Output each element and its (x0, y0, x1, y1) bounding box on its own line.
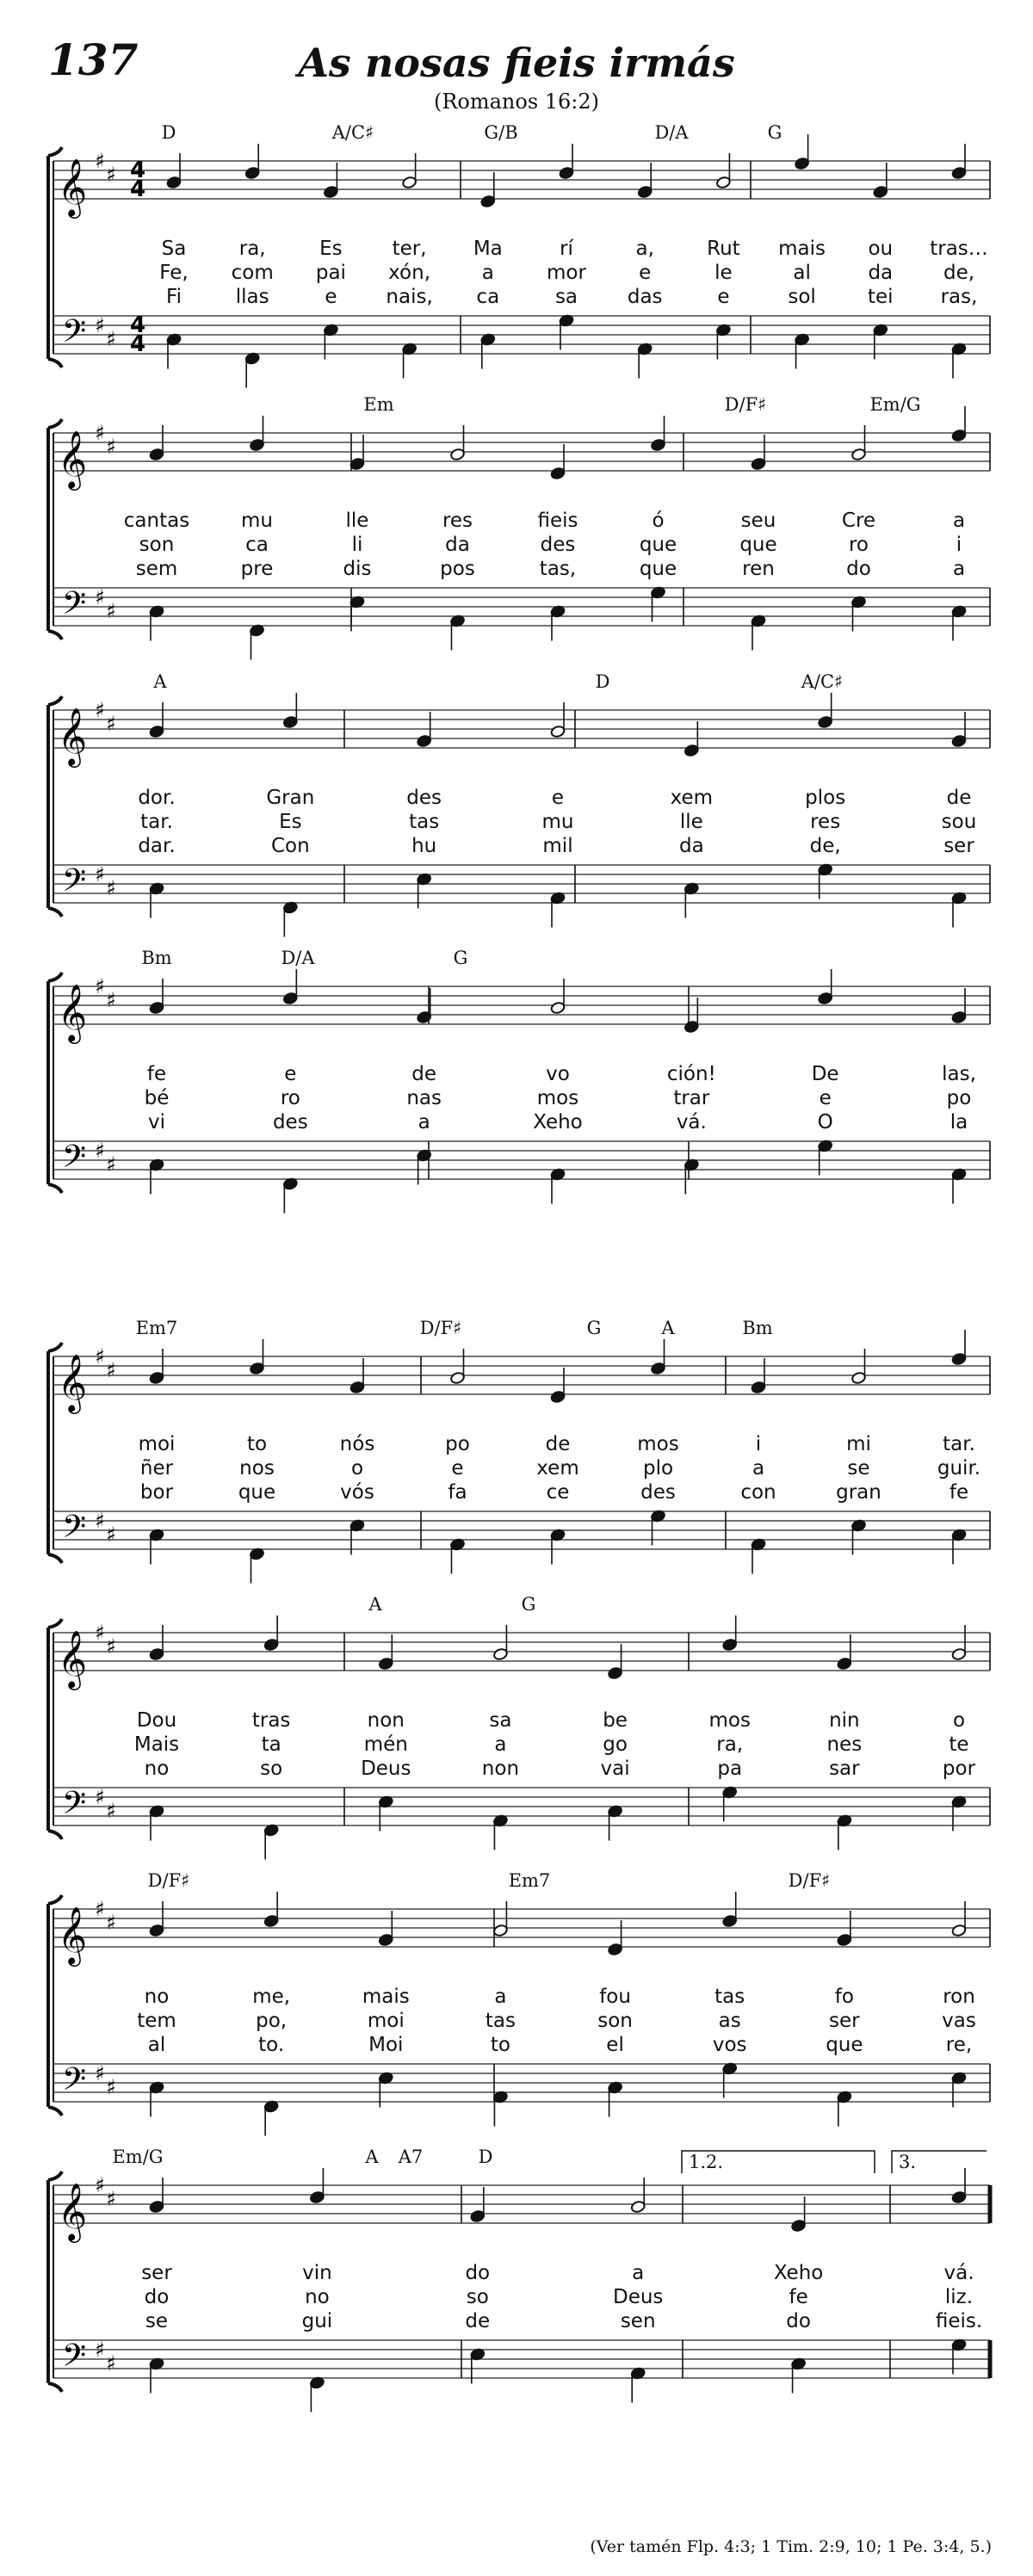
lyric-syllable: a (494, 1986, 507, 2008)
lyric-syllable: do (144, 2286, 170, 2308)
system-6 (48, 1594, 990, 1860)
lyric-syllable: a (481, 262, 494, 284)
lyric-syllable: go (603, 1733, 628, 1756)
lyric-syllable: de (465, 2310, 491, 2332)
lyric-syllable: trar (673, 1087, 710, 1109)
lyric-syllable: e (819, 1087, 832, 1109)
treble-clef: 𝄞 (57, 2182, 88, 2240)
lyric-syllable: Fe, (159, 262, 189, 284)
lyric-syllable: po, (256, 2010, 288, 2032)
lyric-syllable: pre (240, 558, 274, 580)
system-8 (48, 2147, 990, 2412)
lyric-syllable: xem (670, 787, 714, 809)
lyric-syllable: que (639, 534, 677, 556)
chord-symbol: Em/G (112, 2147, 164, 2167)
lyric-syllable: guir. (937, 1457, 981, 1480)
lyric-syllable: e (451, 1457, 464, 1480)
chord-symbol: Bm (742, 1318, 773, 1338)
lyric-syllable: cantas (123, 510, 190, 532)
lyric-syllable: de (545, 1433, 571, 1455)
key-sharp: ♯ (106, 2187, 116, 2211)
lyric-syllable: pos (440, 558, 475, 580)
chord-symbol: G/B (484, 122, 518, 143)
lyric-syllable: se (847, 1457, 870, 1480)
bass-clef: 𝄢 (61, 585, 87, 629)
lyric-syllable: que (639, 558, 677, 580)
lyric-syllable: gran (836, 1481, 881, 1504)
lyric-syllable: O (817, 1111, 833, 1134)
lyric-syllable: rí (560, 238, 573, 260)
lyric-syllable: dis (343, 558, 372, 580)
lyric-syllable: vas (942, 2010, 976, 2032)
lyric-syllable: tas (409, 811, 440, 833)
lyric-syllable: ó (652, 510, 665, 532)
treble-clef: 𝄞 (57, 1906, 88, 1964)
lyric-syllable: de, (809, 835, 841, 857)
lyric-syllable: bor (139, 1481, 174, 1504)
lyric-syllable: mor (547, 262, 586, 284)
chord-symbol: G (767, 122, 782, 143)
key-sharp: ♯ (106, 1152, 116, 1177)
time-numerator: 4 (129, 158, 146, 183)
lyric-syllable: vi (147, 1111, 166, 1134)
lyric-syllable: por (942, 1757, 976, 1780)
lyric-syllable: con (740, 1481, 776, 1504)
lyric-syllable: tar. (140, 811, 173, 833)
lyric-syllable: mi (846, 1433, 871, 1455)
lyric-syllable: Con (270, 835, 310, 857)
chord-symbol: A (365, 2147, 379, 2167)
lyric-syllable: to (246, 1433, 268, 1455)
lyric-syllable: vai (600, 1757, 630, 1780)
lyric-syllable: ca (476, 286, 500, 308)
lyric-syllable: des (406, 787, 442, 809)
song-title: As nosas fieis irmás (298, 40, 735, 86)
chord-symbol: A/C♯ (801, 671, 844, 692)
chord-symbol: G (586, 1318, 602, 1338)
lyric-syllable: do (786, 2310, 811, 2332)
lyric-syllable: sou (941, 811, 977, 833)
lyric-syllable: ca (245, 534, 269, 556)
key-sharp: ♯ (106, 1358, 116, 1382)
lyric-syllable: non (367, 1709, 405, 1732)
lyric-syllable: tas, (539, 558, 577, 580)
lyric-syllable: la (949, 1111, 968, 1134)
lyric-syllable: i (956, 534, 962, 556)
chord-symbol: Em/G (869, 394, 921, 415)
lyric-syllable: fou (599, 1986, 631, 2008)
chord-symbol: D/F♯ (724, 394, 767, 415)
chord-symbol: Em (363, 394, 394, 415)
lyric-syllable: sa (554, 286, 578, 308)
lyric-syllable: ras, (940, 286, 978, 308)
bass-clef: 𝄢 (61, 862, 87, 906)
lyric-syllable: ra, (716, 1733, 744, 1756)
lyric-syllable: que (739, 534, 777, 556)
lyric-syllable: po (445, 1433, 470, 1455)
chord-symbol: A (368, 1594, 382, 1615)
bass-clef: 𝄢 (61, 1509, 87, 1553)
lyric-syllable: Deus (361, 1757, 411, 1780)
lyric-syllable: so (260, 1757, 283, 1780)
lyric-syllable: mos (536, 1087, 579, 1109)
lyric-syllable: Rut (707, 238, 740, 260)
lyric-syllable: tar. (943, 1433, 975, 1455)
lyric-syllable: que (238, 1481, 276, 1504)
lyric-syllable: Mais (133, 1733, 180, 1756)
lyric-syllable: ser (943, 835, 974, 857)
key-sharp: ♯ (106, 599, 116, 623)
lyric-syllable: e (325, 286, 337, 308)
lyric-syllable: Moi (368, 2034, 404, 2056)
key-sharp: ♯ (106, 712, 116, 736)
chord-symbol: D (161, 122, 176, 143)
lyric-syllable: tei (868, 286, 894, 308)
lyric-syllable: se (145, 2310, 169, 2332)
lyric-syllable: fe (146, 1063, 167, 1085)
key-sharp: ♯ (95, 1897, 105, 1921)
bass-clef: 𝄢 (61, 313, 87, 357)
lyric-syllable: so (466, 2286, 489, 2308)
lyric-syllable: o (952, 1709, 966, 1732)
lyric-syllable: son (139, 534, 175, 556)
system-7 (48, 1870, 990, 2136)
lyric-syllable: des (272, 1111, 308, 1134)
lyric-syllable: mos (708, 1709, 751, 1732)
key-sharp: ♯ (95, 974, 105, 998)
bass-clef: 𝄢 (61, 2061, 87, 2105)
chord-symbol: G (521, 1594, 536, 1615)
lyric-syllable: moi (138, 1433, 176, 1455)
lyric-syllable: da (445, 534, 470, 556)
lyric-syllable: ou (868, 238, 894, 260)
lyric-syllable: do (465, 2262, 491, 2284)
lyric-syllable: gui (301, 2310, 333, 2332)
lyric-syllable: fieis. (935, 2310, 983, 2332)
lyric-syllable: ta (261, 1733, 281, 1756)
lyric-syllable: le (714, 262, 733, 284)
lyric-syllable: fa (448, 1481, 467, 1504)
lyric-syllable: nais, (386, 286, 433, 308)
chord-symbol: A (661, 1318, 675, 1338)
lyric-syllable: Xeho (773, 2262, 824, 2284)
key-sharp: ♯ (106, 876, 116, 900)
lyric-syllable: mu (541, 811, 574, 833)
page-number: 137 (48, 34, 139, 85)
lyric-syllable: li (351, 534, 363, 556)
bass-clef: 𝄢 (61, 2338, 87, 2381)
chord-symbol: D/F♯ (419, 1318, 462, 1338)
lyric-syllable: fo (834, 1986, 854, 2008)
lyric-syllable: me, (252, 1986, 291, 2008)
lyric-syllable: Gran (266, 787, 315, 809)
lyric-syllable: dar. (138, 835, 176, 857)
lyric-syllable: bé (144, 1087, 170, 1109)
lyric-syllable: sem (135, 558, 178, 580)
chord-symbol: A/C♯ (331, 122, 374, 143)
lyric-syllable: Sa (161, 238, 187, 260)
treble-clef: 𝄞 (57, 1353, 88, 1412)
lyric-syllable: a (752, 1457, 765, 1480)
lyric-syllable: to. (258, 2034, 285, 2056)
key-sharp: ♯ (95, 698, 105, 722)
lyric-syllable: te (949, 1733, 969, 1756)
lyric-syllable: al (147, 2034, 166, 2056)
treble-clef: 𝄞 (57, 1629, 88, 1688)
chord-symbol: Em7 (508, 1870, 551, 1891)
lyric-syllable: as (718, 2010, 741, 2032)
lyric-syllable: a, (635, 238, 654, 260)
lyric-syllable: sol (788, 286, 816, 308)
lyric-syllable: sa (489, 1709, 512, 1732)
lyric-syllable: com (231, 262, 274, 284)
lyric-syllable: no (144, 1986, 170, 2008)
treble-clef: 𝄞 (57, 983, 88, 1041)
key-sharp: ♯ (106, 327, 116, 351)
lyric-syllable: res (442, 510, 473, 532)
key-sharp: ♯ (95, 1785, 105, 1809)
system-1 (48, 122, 990, 388)
lyric-syllable: fieis (537, 510, 578, 532)
chord-symbol: D/A (654, 122, 689, 143)
lyric-syllable: ra, (238, 238, 266, 260)
lyric-syllable: e (284, 1063, 297, 1085)
lyric-syllable: vá. (943, 2262, 974, 2284)
lyric-syllable: vá. (676, 1111, 707, 1134)
key-sharp: ♯ (95, 313, 105, 337)
lyric-syllable: be (603, 1709, 628, 1732)
lyric-syllable: a (632, 2262, 645, 2284)
lyric-syllable: de (946, 787, 972, 809)
lyric-syllable: Fi (166, 286, 182, 308)
bass-clef: 𝄢 (61, 1139, 87, 1183)
lyric-syllable: tas (485, 2010, 516, 2032)
lyric-syllable: nin (829, 1709, 860, 1732)
key-sharp: ♯ (95, 1509, 105, 1533)
key-sharp: ♯ (95, 1139, 105, 1163)
lyric-syllable: hu (411, 835, 437, 857)
lyric-syllable: po (946, 1087, 972, 1109)
time-numerator: 4 (129, 312, 146, 338)
lyric-syllable: fe (789, 2286, 808, 2308)
key-sharp: ♯ (95, 1621, 105, 1645)
lyric-syllable: a (418, 1111, 430, 1134)
system-2 (48, 394, 1033, 660)
lyric-syllable: dor. (138, 787, 176, 809)
chord-symbol: Bm (141, 948, 172, 968)
time-denominator: 4 (129, 331, 146, 357)
lyric-syllable: son (597, 2010, 633, 2032)
chord-symbol: D/A (281, 948, 315, 968)
lyric-syllable: liz. (944, 2286, 974, 2308)
lyric-syllable: tas (714, 1986, 745, 2008)
lyric-syllable: do (846, 558, 871, 580)
lyric-syllable: Deus (612, 2286, 664, 2308)
lyric-syllable: al (793, 262, 811, 284)
lyric-syllable: ser (829, 2010, 860, 2032)
chord-symbol: G (453, 948, 468, 968)
lyric-syllable: lle (679, 811, 703, 833)
key-sharp: ♯ (95, 2061, 105, 2085)
lyric-syllable: las, (942, 1063, 976, 1085)
lyric-syllable: to (490, 2034, 510, 2056)
lyric-syllable: e (717, 286, 730, 308)
lyric-syllable: de, (943, 262, 975, 284)
system-3 (48, 671, 990, 937)
key-sharp: ♯ (95, 2338, 105, 2362)
lyric-syllable: e (551, 787, 565, 809)
lyric-syllable: ro (280, 1087, 300, 1109)
chord-symbol: D/F♯ (788, 1870, 831, 1891)
lyric-syllable: ren (742, 558, 775, 580)
chord-symbol: Em7 (135, 1318, 178, 1338)
key-sharp: ♯ (95, 421, 105, 445)
chord-symbol: A7 (398, 2147, 424, 2167)
lyric-syllable: Es (319, 238, 343, 260)
lyric-syllable: no (144, 1757, 170, 1780)
chord-symbol: D (595, 671, 610, 692)
key-sharp: ♯ (106, 988, 116, 1012)
lyric-syllable: Es (279, 811, 302, 833)
lyric-syllable: res (810, 811, 841, 833)
lyric-syllable: Ma (473, 238, 503, 260)
lyric-syllable: pa (717, 1757, 743, 1780)
lyric-syllable: pai (315, 262, 346, 284)
lyric-syllable: nós (339, 1433, 375, 1455)
lyric-syllable: mil (542, 835, 573, 857)
lyric-syllable: sar (829, 1757, 860, 1780)
lyric-syllable: tras… (930, 238, 988, 260)
lyric-syllable: que (826, 2034, 863, 2056)
lyric-syllable: ser (141, 2262, 172, 2284)
lyric-syllable: fe (949, 1481, 969, 1504)
key-sharp: ♯ (106, 1634, 116, 1659)
lyric-syllable: ter, (392, 238, 427, 260)
lyric-syllable: i (755, 1433, 762, 1455)
lyric-syllable: lle (345, 510, 369, 532)
treble-clef: 𝄞 (57, 158, 88, 216)
lyric-syllable: nas (406, 1087, 442, 1109)
lyric-syllable: ce (546, 1481, 570, 1504)
key-sharp: ♯ (106, 163, 116, 187)
lyric-syllable: nos (239, 1457, 275, 1480)
chord-symbol: D (478, 2147, 493, 2167)
lyric-syllable: des (540, 534, 576, 556)
lyric-syllable: xem (536, 1457, 579, 1480)
key-sharp: ♯ (106, 2351, 116, 2375)
lyric-syllable: plos (805, 787, 846, 809)
lyric-syllable: tras (251, 1709, 291, 1732)
lyric-syllable: mos (637, 1433, 679, 1455)
key-sharp: ♯ (106, 1523, 116, 1547)
lyric-syllable: ñer (139, 1457, 174, 1480)
lyric-syllable: Cre (841, 510, 876, 532)
lyric-syllable: no (305, 2286, 330, 2308)
lyric-syllable: des (640, 1481, 676, 1504)
lyric-syllable: ción! (666, 1063, 716, 1085)
key-sharp: ♯ (95, 585, 105, 609)
system-5 (48, 1318, 990, 1584)
lyric-syllable: llas (235, 286, 269, 308)
lyric-syllable: das (627, 286, 663, 308)
lyric-syllable: el (606, 2034, 624, 2056)
lyric-syllable: vo (546, 1063, 570, 1085)
key-sharp: ♯ (95, 149, 105, 173)
lyric-syllable: vin (302, 2262, 332, 2284)
key-sharp: ♯ (95, 2173, 105, 2197)
lyric-syllable: ro (848, 534, 869, 556)
lyric-syllable: mais (778, 238, 826, 260)
key-sharp: ♯ (106, 435, 116, 459)
time-denominator: 4 (129, 176, 146, 202)
lyric-syllable: o (350, 1457, 364, 1480)
lyric-syllable: a (494, 1733, 507, 1756)
footer-reference: (Ver tamén Flp. 4:3; 1 Tim. 2:9, 10; 1 Pe. 3:4, 5.) (590, 2537, 992, 2556)
lyric-syllable: tem (137, 2010, 176, 2032)
lyric-syllable: De (811, 1063, 839, 1085)
treble-clef: 𝄞 (57, 707, 88, 765)
lyric-syllable: Xeho (533, 1111, 583, 1134)
lyric-syllable: e (639, 262, 652, 284)
lyric-syllable: mu (241, 510, 273, 532)
lyric-syllable: vos (712, 2034, 747, 2056)
chord-symbol: A (153, 671, 167, 692)
lyric-syllable: moi (367, 2010, 405, 2032)
key-sharp: ♯ (106, 2075, 116, 2099)
bass-clef: 𝄢 (61, 1785, 87, 1829)
lyric-syllable: Dou (136, 1709, 177, 1732)
volta-3-label: 3. (899, 2152, 917, 2172)
lyric-syllable: a (952, 558, 966, 580)
system-4 (48, 948, 990, 1214)
lyric-syllable: xón, (388, 262, 431, 284)
lyric-syllable: sen (620, 2310, 656, 2332)
lyric-syllable: seu (740, 510, 776, 532)
chord-symbol: D/F♯ (147, 1870, 190, 1891)
key-sharp: ♯ (106, 1911, 116, 1935)
lyric-syllable: a (952, 510, 966, 532)
lyric-syllable: mais (362, 1986, 410, 2008)
lyric-syllable: nes (826, 1733, 863, 1756)
lyric-syllable: da (868, 262, 894, 284)
key-sharp: ♯ (95, 862, 105, 886)
lyric-syllable: non (481, 1757, 520, 1780)
lyric-syllable: ron (943, 1986, 975, 2008)
key-sharp: ♯ (95, 1344, 105, 1368)
lyric-syllable: re, (945, 2034, 973, 2056)
volta-1-2-label: 1.2. (689, 2152, 724, 2172)
lyric-syllable: plo (642, 1457, 674, 1480)
scripture-reference: (Romanos 16:2) (433, 90, 600, 114)
key-sharp: ♯ (106, 1799, 116, 1823)
lyric-syllable: vós (340, 1481, 374, 1504)
lyric-syllable: de (411, 1063, 437, 1085)
treble-clef: 𝄞 (57, 429, 88, 488)
volta-brackets (682, 2151, 987, 2173)
lyric-syllable: da (678, 835, 704, 857)
lyric-syllable: mén (363, 1733, 408, 1756)
